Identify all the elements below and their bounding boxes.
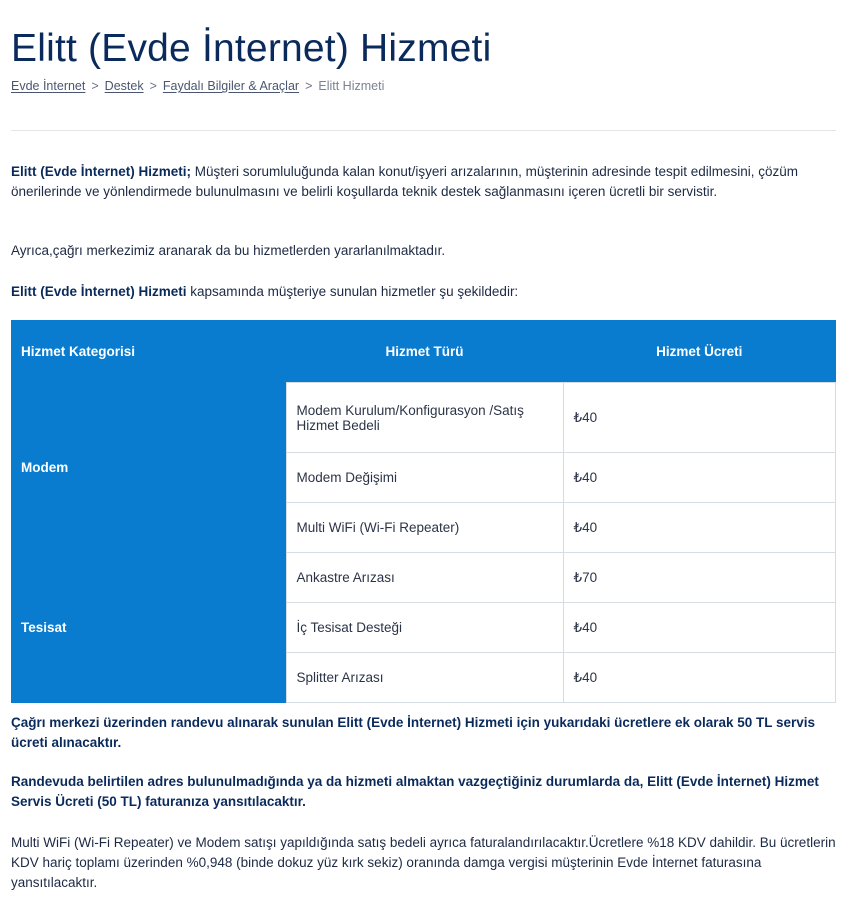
fee-cell: ₺40 <box>563 653 836 703</box>
service-cell: Splitter Arızası <box>286 653 563 703</box>
intro-bold: Elitt (Evde İnternet) Hizmeti; <box>11 164 192 179</box>
header-category: Hizmet Kategorisi <box>11 320 286 383</box>
note-missed-appointment-text: Randevuda belirtilen adres bulunulmadığında ya da hizmeti almaktan vazgeçtiğiniz durumlarda da, Elitt (Evde İnternet) Hizmet Servis Ücreti (50 TL) faturanıza yansıtılacaktır. <box>11 774 819 809</box>
breadcrumb-current: Elitt Hizmeti <box>318 79 385 93</box>
service-cell: Modem Değişimi <box>286 453 563 503</box>
fee-cell: ₺40 <box>563 603 836 653</box>
note-service-fee <box>11 713 836 753</box>
service-cell: Modem Kurulum/Konfigurasyon /Satış Hizmet Bedeli <box>286 383 563 453</box>
header-fee: Hizmet Ücreti <box>563 320 836 383</box>
fee-cell: ₺40 <box>563 383 836 453</box>
fee-cell: ₺40 <box>563 503 836 553</box>
breadcrumb <box>11 79 384 93</box>
breadcrumb-link-evde-internet[interactable]: Evde İnternet <box>11 79 86 93</box>
note-missed-appointment <box>11 772 836 812</box>
divider <box>11 130 836 131</box>
service-fee-table <box>11 320 836 703</box>
category-tesisat: Tesisat <box>11 553 286 703</box>
service-cell: Ankastre Arızası <box>286 553 563 603</box>
call-center-paragraph: Ayrıca,çağrı merkezimiz aranarak da bu hizmetlerden yararlanılmaktadır. <box>11 243 446 258</box>
fee-cell: ₺40 <box>563 453 836 503</box>
table-row <box>11 553 836 603</box>
service-cell: Multi WiFi (Wi-Fi Repeater) <box>286 503 563 553</box>
services-intro-bold: Elitt (Evde İnternet) Hizmeti <box>11 284 187 299</box>
table-header-row <box>11 320 836 383</box>
note-service-fee-text: Çağrı merkezi üzerinden randevu alınarak sunulan Elitt (Evde İnternet) Hizmeti için yukarıdaki ücretlere ek olarak 50 TL servis ücreti alınacaktır. <box>11 715 816 750</box>
service-cell: İç Tesisat Desteği <box>286 603 563 653</box>
note-tax-info: Multi WiFi (Wi-Fi Repeater) ve Modem satışı yapıldığında satış bedeli ayrıca faturalandırılacaktır.Ücretlere %18 KDV dahildir. Bu ücretlerin KDV hariç toplamı üzerinden %0,948 (binde dokuz yüz kırk sekiz) oranında damga vergisi müşterinin Evde İnternet faturasına yansıtılacaktır. <box>11 835 836 890</box>
intro-paragraph <box>11 162 836 202</box>
breadcrumb-separator: > <box>305 79 313 93</box>
table-row <box>11 383 836 453</box>
breadcrumb-link-faydali-bilgiler[interactable]: Faydalı Bilgiler & Araçlar <box>162 79 300 93</box>
breadcrumb-separator: > <box>149 79 157 93</box>
fee-cell: ₺70 <box>563 553 836 603</box>
breadcrumb-separator: > <box>91 79 99 93</box>
header-service: Hizmet Türü <box>286 320 563 383</box>
page-title: Elitt (Evde İnternet) Hizmeti <box>11 27 492 70</box>
services-intro-text: kapsamında müşteriye sunulan hizmetler şu şekildedir: <box>186 284 519 299</box>
breadcrumb-link-destek[interactable]: Destek <box>104 79 144 93</box>
intro-text: Müşteri sorumluluğunda kalan konut/işyeri arızalarının, müşterinin adresinde tespit edilmesini, çözüm önerilerinde ve yönlendirmede bulunulmasını ve belirli koşullarda teknik destek sağlanmasını içeren ücretli bir servistir. <box>11 164 799 199</box>
services-intro-paragraph <box>11 282 836 302</box>
category-modem: Modem <box>11 383 286 553</box>
